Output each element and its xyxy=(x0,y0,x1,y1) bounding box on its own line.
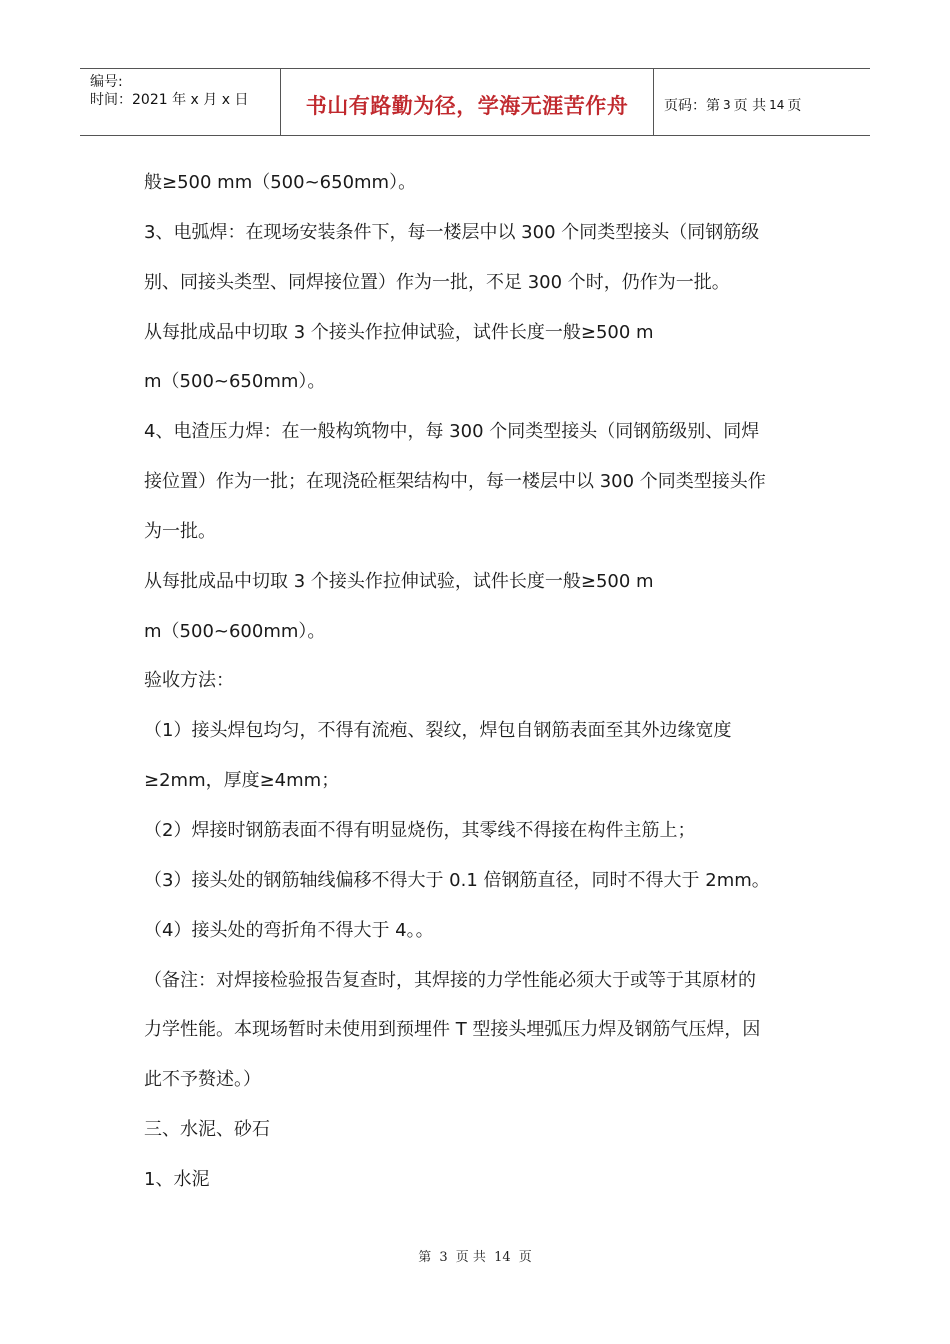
document-body xyxy=(144,168,814,1215)
document-number-label: 编号: xyxy=(90,74,123,90)
page-info-mid: 页 共 xyxy=(733,98,767,114)
document-date-label: 时间：2021 年 x 月 x 日 xyxy=(90,92,249,108)
footer-current-page: 3 xyxy=(439,1250,448,1265)
page-info-suffix: 页 xyxy=(787,98,802,114)
body-line: 4、电渣压力焊：在一般构筑物中，每 300 个同类型接头（同钢筋级别、同焊 xyxy=(144,421,760,443)
body-line: 此不予赘述。） xyxy=(144,1069,261,1091)
body-line: 从每批成品中切取 3 个接头作拉伸试验，试件长度一般≥500 m xyxy=(144,321,654,343)
page-info-current: 3 xyxy=(723,98,731,112)
footer-mid: 页 共 xyxy=(455,1250,486,1265)
header-motto-cell xyxy=(281,69,654,135)
footer-prefix: 第 xyxy=(418,1250,432,1265)
page-info-prefix: 页码：第 xyxy=(664,98,720,114)
body-line: （备注：对焊接检验报告复查时，其焊接的力学性能必须大于或等于其原材的 xyxy=(144,969,756,991)
body-line: 1、水泥 xyxy=(144,1168,210,1190)
body-line: 验收方法： xyxy=(144,670,234,692)
body-line: 力学性能。本现场暂时未使用到预埋件 T 型接头埋弧压力焊及钢筋气压焊，因 xyxy=(144,1019,761,1041)
body-line: ≥2mm，厚度≥4mm； xyxy=(144,770,340,792)
body-line: 别、同接头类型、同焊接位置）作为一批，不足 300 个时，仍作为一批。 xyxy=(144,271,730,293)
body-line: 从每批成品中切取 3 个接头作拉伸试验，试件长度一般≥500 m xyxy=(144,570,654,592)
page-header xyxy=(80,68,870,136)
page-info-total: 14 xyxy=(769,98,785,112)
footer-total-pages: 14 xyxy=(494,1250,511,1265)
body-line: （1）接头焊包均匀，不得有流疱、裂纹，焊包自钢筋表面至其外边缘宽度 xyxy=(144,720,732,742)
header-page-info xyxy=(654,69,870,135)
body-line: （3）接头处的钢筋轴线偏移不得大于 0.1 倍钢筋直径，同时不得大于 2mm。 xyxy=(144,869,770,891)
header-motto: 书山有路勤为径，学海无涯苦作舟 xyxy=(305,94,629,118)
body-line: m（500~650mm）。 xyxy=(144,371,326,393)
body-line: 接位置）作为一批；在现浇砼框架结构中，每一楼层中以 300 个同类型接头作 xyxy=(144,471,766,493)
body-line: 3、电弧焊：在现场安装条件下，每一楼层中以 300 个同类型接头（同钢筋级 xyxy=(144,221,760,243)
body-line: 三、水泥、砂石 xyxy=(144,1119,270,1141)
body-line: 为一批。 xyxy=(144,520,216,542)
body-line: （4）接头处的弯折角不得大于 4。。 xyxy=(144,919,434,941)
page-footer xyxy=(0,1246,950,1265)
body-line: （2）焊接时钢筋表面不得有明显烧伤，其零线不得接在构件主筋上； xyxy=(144,819,696,841)
body-line: m（500~600mm）。 xyxy=(144,620,326,642)
footer-suffix: 页 xyxy=(518,1250,532,1265)
header-meta xyxy=(80,69,281,135)
body-line: 般≥500 mm（500~650mm）。 xyxy=(144,172,417,193)
